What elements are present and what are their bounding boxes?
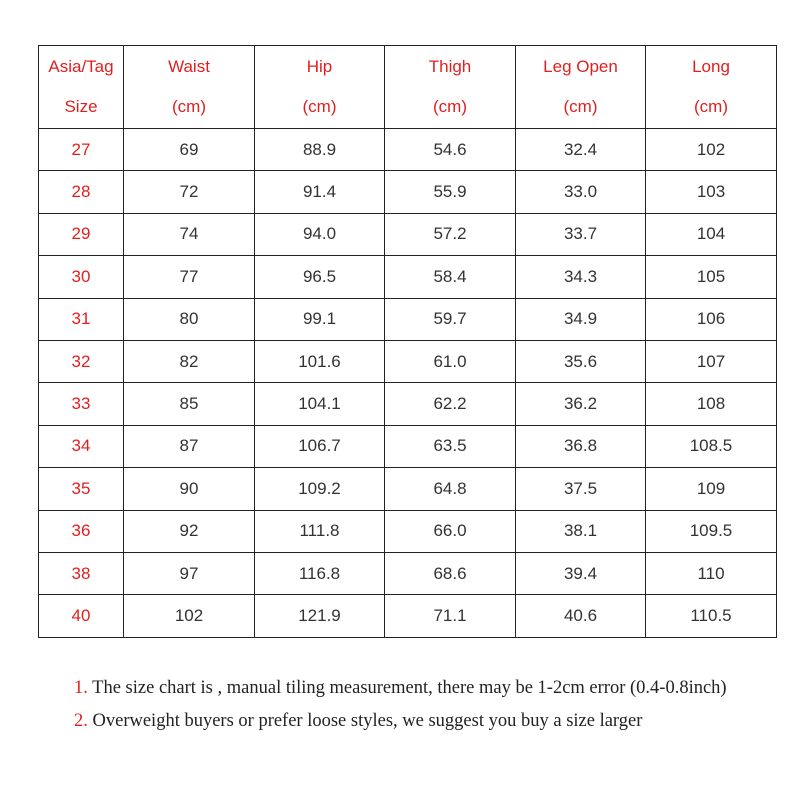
long-cell: 110.5 <box>646 595 777 637</box>
table-row <box>39 213 777 255</box>
header-long-line1: Long <box>692 57 730 76</box>
table-row <box>39 595 777 637</box>
header-hip-line1: Hip <box>306 57 333 76</box>
note-item <box>74 672 774 705</box>
waist-cell: 80 <box>124 298 255 340</box>
header-size <box>39 46 124 129</box>
header-size-line2: Size <box>64 97 98 116</box>
leg-open-cell: 39.4 <box>516 552 646 594</box>
waist-cell: 85 <box>124 383 255 425</box>
note-number: 1. <box>74 678 88 698</box>
waist-cell: 87 <box>124 425 255 467</box>
waist-cell: 77 <box>124 256 255 298</box>
size-cell: 31 <box>39 298 124 340</box>
size-chart-notes <box>74 672 774 738</box>
header-hip <box>255 46 385 129</box>
waist-cell: 102 <box>124 595 255 637</box>
thigh-cell: 54.6 <box>385 129 516 171</box>
table-row <box>39 171 777 213</box>
hip-cell: 91.4 <box>255 171 385 213</box>
waist-cell: 90 <box>124 468 255 510</box>
size-cell: 32 <box>39 340 124 382</box>
long-cell: 105 <box>646 256 777 298</box>
thigh-cell: 58.4 <box>385 256 516 298</box>
hip-cell: 99.1 <box>255 298 385 340</box>
thigh-cell: 61.0 <box>385 340 516 382</box>
note-number: 2. <box>74 711 88 731</box>
header-long <box>646 46 777 129</box>
size-cell: 38 <box>39 552 124 594</box>
size-chart-body <box>39 129 777 638</box>
thigh-cell: 55.9 <box>385 171 516 213</box>
table-row <box>39 256 777 298</box>
hip-cell: 88.9 <box>255 129 385 171</box>
waist-cell: 69 <box>124 129 255 171</box>
leg-open-cell: 37.5 <box>516 468 646 510</box>
hip-cell: 106.7 <box>255 425 385 467</box>
size-cell: 34 <box>39 425 124 467</box>
thigh-cell: 68.6 <box>385 552 516 594</box>
long-cell: 108 <box>646 383 777 425</box>
long-cell: 109.5 <box>646 510 777 552</box>
table-row <box>39 340 777 382</box>
header-thigh-line1: Thigh <box>428 57 472 76</box>
hip-cell: 94.0 <box>255 213 385 255</box>
table-row <box>39 425 777 467</box>
header-thigh-line2: (cm) <box>433 97 467 116</box>
long-cell: 108.5 <box>646 425 777 467</box>
header-row <box>39 46 777 129</box>
long-cell: 109 <box>646 468 777 510</box>
hip-cell: 104.1 <box>255 383 385 425</box>
size-cell: 27 <box>39 129 124 171</box>
leg-open-cell: 36.8 <box>516 425 646 467</box>
thigh-cell: 59.7 <box>385 298 516 340</box>
long-cell: 104 <box>646 213 777 255</box>
waist-cell: 74 <box>124 213 255 255</box>
long-cell: 106 <box>646 298 777 340</box>
size-cell: 36 <box>39 510 124 552</box>
table-row <box>39 383 777 425</box>
long-cell: 110 <box>646 552 777 594</box>
note-text: The size chart is , manual tiling measurement, there may be 1-2cm error (0.4-0.8inch) <box>87 678 727 698</box>
header-waist-line2: (cm) <box>172 97 206 116</box>
header-size-line1: Asia/Tag <box>48 57 114 76</box>
leg-open-cell: 33.7 <box>516 213 646 255</box>
waist-cell: 82 <box>124 340 255 382</box>
waist-cell: 72 <box>124 171 255 213</box>
leg-open-cell: 36.2 <box>516 383 646 425</box>
header-waist <box>124 46 255 129</box>
long-cell: 103 <box>646 171 777 213</box>
leg-open-cell: 38.1 <box>516 510 646 552</box>
header-waist-line1: Waist <box>168 57 210 76</box>
note-item <box>74 705 774 738</box>
table-row <box>39 510 777 552</box>
leg-open-cell: 33.0 <box>516 171 646 213</box>
thigh-cell: 62.2 <box>385 383 516 425</box>
thigh-cell: 71.1 <box>385 595 516 637</box>
header-leg-open-line2: (cm) <box>563 97 598 116</box>
leg-open-cell: 34.3 <box>516 256 646 298</box>
hip-cell: 96.5 <box>255 256 385 298</box>
header-thigh <box>385 46 516 129</box>
leg-open-cell: 32.4 <box>516 129 646 171</box>
size-chart-header <box>39 46 777 129</box>
size-cell: 28 <box>39 171 124 213</box>
hip-cell: 116.8 <box>255 552 385 594</box>
leg-open-cell: 35.6 <box>516 340 646 382</box>
table-row <box>39 129 777 171</box>
note-text: Overweight buyers or prefer loose styles, we suggest you buy a size larger <box>87 711 643 731</box>
waist-cell: 97 <box>124 552 255 594</box>
thigh-cell: 66.0 <box>385 510 516 552</box>
long-cell: 102 <box>646 129 777 171</box>
header-leg-open <box>516 46 646 129</box>
table-row <box>39 468 777 510</box>
header-leg-open-line1: Leg Open <box>543 57 618 76</box>
size-cell: 40 <box>39 595 124 637</box>
thigh-cell: 57.2 <box>385 213 516 255</box>
hip-cell: 121.9 <box>255 595 385 637</box>
size-chart-table <box>38 45 777 638</box>
thigh-cell: 64.8 <box>385 468 516 510</box>
leg-open-cell: 34.9 <box>516 298 646 340</box>
size-cell: 29 <box>39 213 124 255</box>
long-cell: 107 <box>646 340 777 382</box>
size-cell: 33 <box>39 383 124 425</box>
size-cell: 35 <box>39 468 124 510</box>
header-hip-line2: (cm) <box>302 97 337 116</box>
table-row <box>39 552 777 594</box>
thigh-cell: 63.5 <box>385 425 516 467</box>
header-long-line2: (cm) <box>694 97 728 116</box>
size-cell: 30 <box>39 256 124 298</box>
table-row <box>39 298 777 340</box>
waist-cell: 92 <box>124 510 255 552</box>
hip-cell: 111.8 <box>255 510 385 552</box>
hip-cell: 101.6 <box>255 340 385 382</box>
leg-open-cell: 40.6 <box>516 595 646 637</box>
hip-cell: 109.2 <box>255 468 385 510</box>
